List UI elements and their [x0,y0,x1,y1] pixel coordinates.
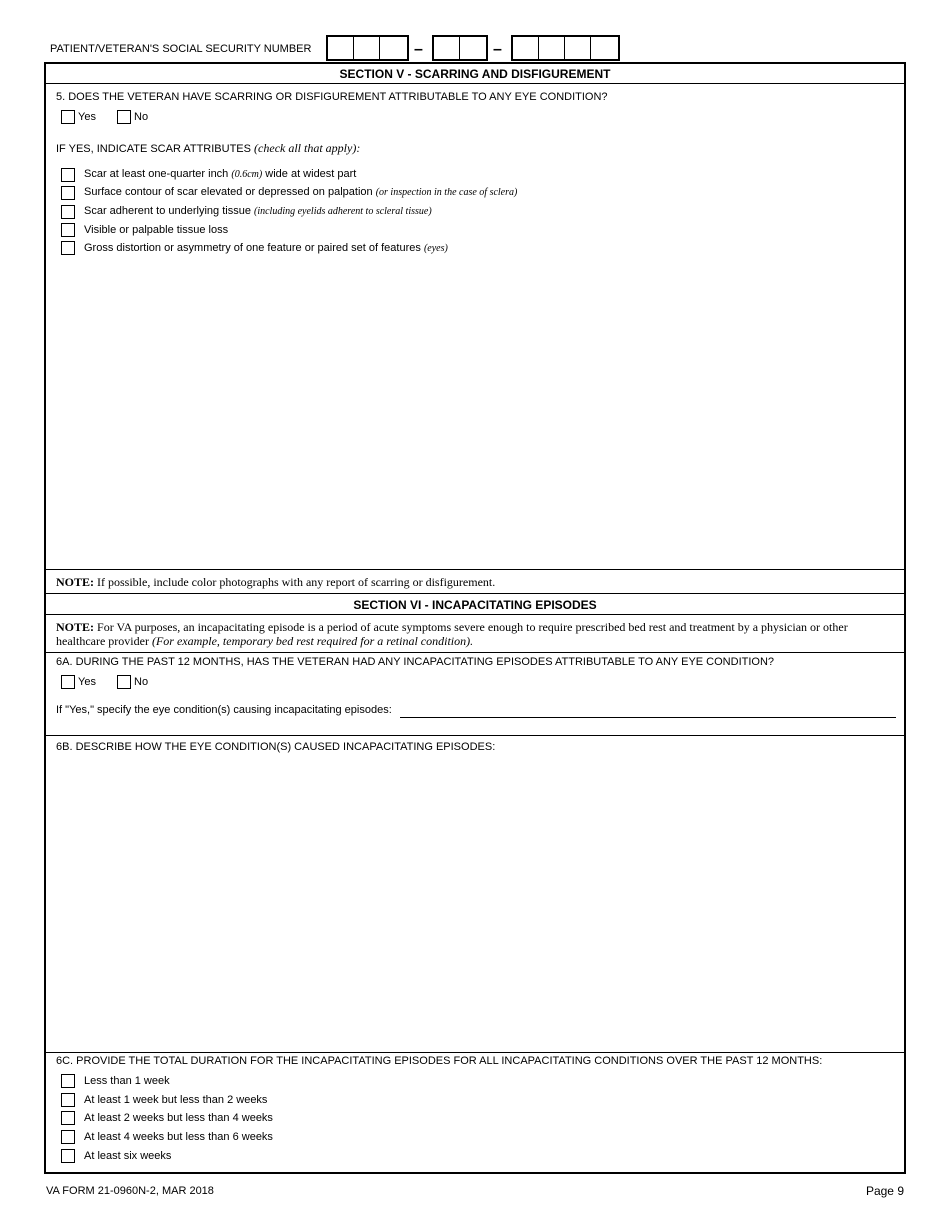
ssn-digit-box[interactable] [591,37,617,59]
scar-attr-checkbox-1[interactable] [61,168,75,182]
duration-checkbox-2[interactable] [61,1093,75,1107]
duration-checkbox-1[interactable] [61,1074,75,1088]
scar-attr-label-1: Scar at least one-quarter inch (0.6cm) wide at widest part [84,168,357,180]
duration-label-2: At least 1 week but less than 2 weeks [84,1094,268,1106]
duration-label-5: At least six weeks [84,1150,172,1162]
divider [46,735,904,736]
ssn-digit-box[interactable] [565,37,591,59]
ssn-dash: – [414,41,423,58]
divider [46,569,904,570]
ssn-digit-box[interactable] [380,37,406,59]
q6a-no-label: No [134,676,149,688]
specify-condition-input[interactable] [400,717,896,718]
divider [46,652,904,653]
ssn-digit-box[interactable] [539,37,565,59]
scar-attr-label-3: Scar adherent to underlying tissue (including eyelids adherent to scleral tissue) [84,205,432,217]
duration-checkbox-3[interactable] [61,1111,75,1125]
scar-attr-checkbox-5[interactable] [61,241,75,255]
q5-no-checkbox[interactable] [117,110,131,124]
question-6a: 6A. DURING THE PAST 12 MONTHS, HAS THE VETERAN HAD ANY INCAPACITATING EPISODES ATTRIBUTABLE TO ANY EYE CONDITION? [56,656,775,668]
ssn-digit-box[interactable] [513,37,539,59]
specify-condition-label: If "Yes," specify the eye condition(s) causing incapacitating episodes: [56,704,392,716]
question-6c: 6C. PROVIDE THE TOTAL DURATION FOR THE INCAPACITATING EPISODES FOR ALL INCAPACITATING CONDITIONS OVER THE PAST 12 MONTHS: [56,1055,823,1067]
section-v-title: SECTION V - SCARRING AND DISFIGUREMENT [339,67,611,81]
scar-attr-label-4: Visible or palpable tissue loss [84,224,229,236]
ssn-group-field[interactable] [432,35,488,61]
question-5: 5. DOES THE VETERAN HAVE SCARRING OR DISFIGUREMENT ATTRIBUTABLE TO ANY EYE CONDITION? [56,91,608,103]
ssn-area-field[interactable] [326,35,409,61]
scar-attr-checkbox-2[interactable] [61,186,75,200]
q5-yes-checkbox[interactable] [61,110,75,124]
duration-label-3: At least 2 weeks but less than 4 weeks [84,1112,273,1124]
ssn-label: PATIENT/VETERAN'S SOCIAL SECURITY NUMBER [50,43,312,55]
divider [46,593,904,594]
scar-attr-label-2: Surface contour of scar elevated or depressed on palpation (or inspection in the case of sclera) [84,186,518,198]
incapacitating-note: NOTE: For VA purposes, an incapacitating episode is a period of acute symptoms severe enough to require prescribed bed rest and treatment by a physician or other healthcare provider (For example, temporary bed rest required for a retinal condition). [56,620,848,648]
q6a-yes-label: Yes [78,676,96,688]
page-number: Page 9 [865,1184,904,1198]
duration-checkbox-5[interactable] [61,1149,75,1163]
divider [46,614,904,615]
ssn-digit-box[interactable] [460,37,486,59]
ssn-dash: – [493,41,502,58]
q5-no-label: No [134,111,149,123]
q6a-no-checkbox[interactable] [117,675,131,689]
ssn-digit-box[interactable] [434,37,460,59]
scar-attr-label-5: Gross distortion or asymmetry of one feature or paired set of features (eyes) [84,242,448,254]
scar-attr-checkbox-3[interactable] [61,205,75,219]
question-6b: 6B. DESCRIBE HOW THE EYE CONDITION(S) CAUSED INCAPACITATING EPISODES: [56,741,496,753]
form-frame [44,62,906,1174]
duration-label-1: Less than 1 week [84,1075,170,1087]
check-all-note: (check all that apply): [254,141,361,155]
ssn-serial-field[interactable] [511,35,620,61]
q6b-description-area[interactable] [50,758,900,1048]
ssn-digit-box[interactable] [328,37,354,59]
scar-attributes-label: IF YES, INDICATE SCAR ATTRIBUTES [56,143,251,155]
section-vi-title: SECTION VI - INCAPACITATING EPISODES [353,598,597,612]
duration-checkbox-4[interactable] [61,1130,75,1144]
scar-attributes-prompt [56,141,360,156]
ssn-digit-box[interactable] [354,37,380,59]
duration-label-4: At least 4 weeks but less than 6 weeks [84,1131,273,1143]
photo-note: NOTE: If possible, include color photographs with any report of scarring or disfigurement. [56,575,496,589]
form-identifier: VA FORM 21-0960N-2, MAR 2018 [46,1185,214,1197]
divider [46,83,904,84]
divider [46,1052,904,1053]
q5-yes-label: Yes [78,111,96,123]
q6a-yes-checkbox[interactable] [61,675,75,689]
scar-attr-checkbox-4[interactable] [61,223,75,237]
